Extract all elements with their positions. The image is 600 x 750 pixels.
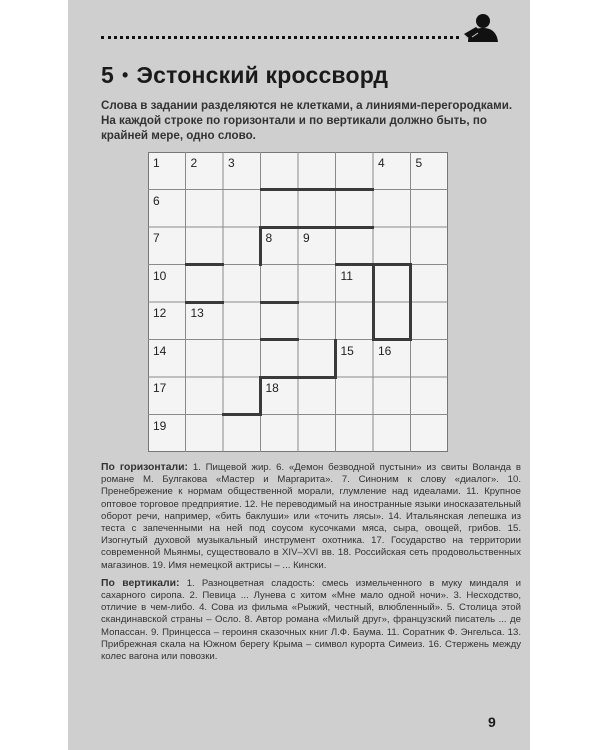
crossword-cell[interactable] bbox=[223, 377, 261, 415]
across-text: 1. Пищевой жир. 6. «Демон безводной пустыни» из свиты Воланда в романе М. Булгакова «Мастер и Маргарита». 7. Синоним к слову «диалог». 10. Пренебрежение к нормам общественной морали, глумление над идеалами. 11. Крупное оптовое торговое предприятие. 12. Не переводимый на иностранные языки иносказательный оборот речи, например, «бить баклуши» или «точить лясы». 14. Итальянская лепешка из теста с запеченными на ней под соусом кусочками мяса, сыра, овощей, грибов. 15. Изогнутый духовой музыкальный инструмент охотника. 17. Государство на территории современной Мьянмы, существовало в XIV–XVI вв. 18. Российская сеть продовольственных магазинов. 19. Имя немецкой актрисы – ... Кински. bbox=[101, 462, 521, 571]
page-title bbox=[101, 62, 388, 89]
crossword-cell[interactable] bbox=[148, 377, 186, 415]
crossword-cell[interactable] bbox=[373, 302, 411, 340]
crossword-cell[interactable] bbox=[148, 265, 186, 303]
crossword-cell[interactable] bbox=[373, 415, 411, 453]
cell-number: 3 bbox=[228, 156, 235, 170]
crossword-cell[interactable] bbox=[186, 227, 224, 265]
crossword-cell[interactable] bbox=[223, 415, 261, 453]
divider-wall bbox=[260, 226, 375, 229]
divider-wall bbox=[260, 188, 375, 191]
cell-number: 18 bbox=[265, 381, 279, 395]
crossword-cell[interactable] bbox=[336, 377, 374, 415]
crossword-cell[interactable] bbox=[261, 190, 299, 228]
crossword-cell[interactable] bbox=[336, 265, 374, 303]
task-number: 5 bbox=[101, 62, 114, 88]
crossword-cell[interactable] bbox=[411, 302, 449, 340]
crossword-cell[interactable] bbox=[298, 190, 336, 228]
divider-wall bbox=[185, 301, 225, 304]
cell-number: 6 bbox=[153, 193, 160, 208]
crossword-cell[interactable] bbox=[261, 152, 299, 190]
crossword-cell[interactable] bbox=[148, 415, 186, 453]
crossword-cell[interactable] bbox=[261, 265, 299, 303]
cell-number: 14 bbox=[153, 343, 167, 358]
crossword-cell[interactable] bbox=[223, 340, 261, 378]
down-clues bbox=[101, 578, 521, 663]
cell-number: 4 bbox=[378, 156, 385, 170]
crossword-cell[interactable] bbox=[186, 190, 224, 228]
crossword-cell[interactable] bbox=[373, 152, 411, 190]
divider-wall bbox=[372, 264, 375, 341]
divider-wall bbox=[259, 226, 262, 266]
crossword-cell[interactable] bbox=[411, 227, 449, 265]
crossword-cell[interactable] bbox=[298, 265, 336, 303]
divider-wall bbox=[334, 339, 337, 379]
cell-number: 12 bbox=[153, 306, 167, 320]
cell-number: 5 bbox=[415, 156, 423, 170]
crossword-cell[interactable] bbox=[261, 227, 299, 265]
crossword-cell[interactable] bbox=[298, 415, 336, 453]
crossword-cell[interactable] bbox=[186, 415, 224, 453]
task-instructions: Слова в задании разделяются не клетками, а линиями-перегородками. На каждой строке по горизонтали и по вертикали должно быть, по крайней мере, одно слово. bbox=[101, 99, 513, 142]
cell-number: 19 bbox=[153, 418, 167, 433]
across-clues bbox=[101, 462, 521, 572]
divider-wall bbox=[260, 376, 337, 379]
crossword-cell[interactable] bbox=[186, 340, 224, 378]
crossword-cell[interactable] bbox=[411, 340, 449, 378]
crossword-cell[interactable] bbox=[186, 377, 224, 415]
crossword-cell[interactable] bbox=[223, 152, 261, 190]
down-heading: По вертикали: bbox=[101, 577, 180, 589]
divider-wall bbox=[372, 338, 412, 341]
crossword-cell[interactable] bbox=[336, 415, 374, 453]
crossword-cell[interactable] bbox=[148, 227, 186, 265]
crossword-cell[interactable] bbox=[261, 302, 299, 340]
crossword-cell[interactable] bbox=[148, 340, 186, 378]
crossword-cell[interactable] bbox=[148, 152, 186, 190]
task-title: Эстонский кроссворд bbox=[136, 62, 389, 88]
crossword-grid[interactable] bbox=[148, 152, 448, 452]
cell-number: 10 bbox=[153, 268, 167, 283]
crossword-cell[interactable] bbox=[298, 302, 336, 340]
crossword-cell[interactable] bbox=[411, 265, 449, 303]
crossword-cell[interactable] bbox=[261, 377, 299, 415]
divider-wall bbox=[372, 263, 412, 266]
across-heading: По горизонтали: bbox=[101, 462, 188, 473]
crossword-cell[interactable] bbox=[373, 190, 411, 228]
crossword-cell[interactable] bbox=[148, 190, 186, 228]
cell-number: 17 bbox=[153, 381, 167, 395]
crossword-cell[interactable] bbox=[223, 265, 261, 303]
crossword-cell[interactable] bbox=[298, 340, 336, 378]
crossword-cell[interactable] bbox=[373, 265, 411, 303]
cell-number: 11 bbox=[340, 268, 353, 283]
divider-wall bbox=[259, 376, 262, 416]
cell-number: 15 bbox=[340, 343, 354, 358]
title-bullet: • bbox=[122, 65, 129, 85]
cell-number: 13 bbox=[190, 306, 204, 320]
crossword-cell[interactable] bbox=[261, 415, 299, 453]
cell-number: 2 bbox=[190, 156, 198, 170]
cell-number: 8 bbox=[265, 231, 273, 245]
crossword-cell[interactable] bbox=[336, 152, 374, 190]
crossword-cell[interactable] bbox=[411, 377, 449, 415]
crossword-cell[interactable] bbox=[373, 227, 411, 265]
divider-wall bbox=[222, 413, 262, 416]
crossword-cell[interactable] bbox=[336, 190, 374, 228]
crossword-cell[interactable] bbox=[148, 302, 186, 340]
down-text: 1. Разноцветная сладость: смесь измельченного в муку миндаля и сахарного сиропа. 2. Певица ... Лунева с хитом «Мне мало одной ночи». 3. Несходство, отличие в чем-либо. 4. Сова из фильма «Рыжий, честный, влюбленный». 5. Столица этой скандинавской страны – Осло. 8. Автор романа «Милый друг», французский писатель ... де Мопассан. 9. Принцесса – героиня сказочных книг Л.Ф. Баума. 11. Соратник Ф. Энгельса. 13. Прибрежная скала на Южном берегу Крыма – символ курорта Симеиз. 16. Стержень между колес вагона или повозки. bbox=[101, 577, 521, 663]
crossword-cell[interactable] bbox=[261, 340, 299, 378]
cell-number: 16 bbox=[378, 343, 392, 358]
crossword-cell[interactable] bbox=[373, 377, 411, 415]
crossword-cell[interactable] bbox=[336, 302, 374, 340]
divider-wall bbox=[409, 264, 412, 341]
crossword-cell[interactable] bbox=[373, 340, 411, 378]
crossword-cell[interactable] bbox=[336, 340, 374, 378]
cell-number: 7 bbox=[153, 231, 160, 245]
clues-block bbox=[101, 462, 521, 669]
crossword-cell[interactable] bbox=[298, 227, 336, 265]
divider-wall bbox=[335, 263, 375, 266]
crossword-cell[interactable] bbox=[411, 415, 449, 453]
cell-number: 9 bbox=[303, 231, 310, 245]
divider-wall bbox=[185, 263, 225, 266]
crossword-cell[interactable] bbox=[298, 377, 336, 415]
crossword-cell[interactable] bbox=[223, 302, 261, 340]
crossword-cell[interactable] bbox=[186, 152, 224, 190]
page-number: 9 bbox=[488, 714, 496, 730]
divider-wall bbox=[260, 301, 300, 304]
crossword-cell[interactable] bbox=[223, 190, 261, 228]
crossword-cell[interactable] bbox=[336, 227, 374, 265]
dotted-divider bbox=[101, 36, 459, 39]
cell-number: 1 bbox=[153, 156, 160, 170]
crossword-cell[interactable] bbox=[223, 227, 261, 265]
crossword-cell[interactable] bbox=[411, 190, 449, 228]
divider-wall bbox=[260, 338, 300, 341]
crossword-cell[interactable] bbox=[411, 152, 449, 190]
crossword-cell[interactable] bbox=[186, 265, 224, 303]
crossword-cell[interactable] bbox=[186, 302, 224, 340]
reader-with-book-icon bbox=[462, 12, 500, 42]
crossword-cell[interactable] bbox=[298, 152, 336, 190]
